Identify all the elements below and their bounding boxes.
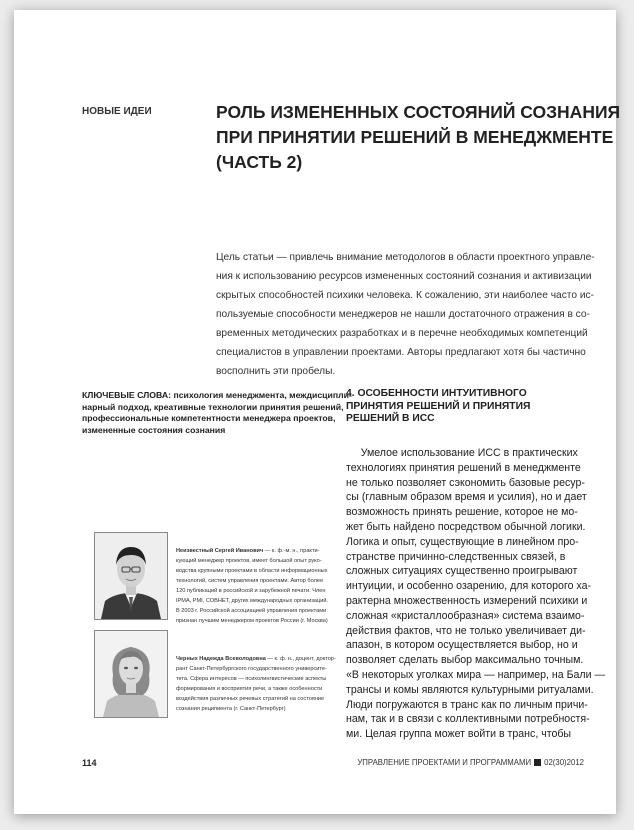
abstract-line: пользуемые способности менеджеров не нашли достаточного отражения в со- <box>216 309 590 320</box>
body-line: не только позволяет сэкономить базовые ресур- <box>346 476 585 489</box>
title-line: ПРИ ПРИНЯТИИ РЕШЕНИЙ В МЕНЕДЖМЕНТЕ <box>216 127 614 147</box>
abstract-line: временных методических разработках и в перечне необходимых компетенций <box>216 328 588 339</box>
journal-name: УПРАВЛЕНИЕ ПРОЕКТАМИ И ПРОГРАММАМИ <box>357 758 532 767</box>
author2-bio-line: рант Санкт-Петербургского государственного университе- <box>176 666 327 672</box>
author1-bio-line: водства крупными проектами в области информационных <box>176 568 328 574</box>
journal-page <box>14 10 621 814</box>
section-heading-line: РЕШЕНИЙ В ИСС <box>346 413 435 424</box>
author1-bio-line: кующий менеджер проектов, имеет большой опыт руко- <box>176 558 322 564</box>
section-heading <box>346 388 596 426</box>
body-line: «В некоторых уголках мира — например, на Бали — <box>346 668 606 681</box>
keywords-line: профессиональные компетентности менеджера проектов, <box>82 413 336 423</box>
abstract-line: ния к использованию ресурсов измененных состояний сознания и активизации <box>216 271 592 282</box>
abstract-line: специалистов в управлении проектами. Авторы предлагают хотя бы частично <box>216 347 586 358</box>
body-line: позволяет сделать выбор максимально точным. <box>346 654 584 667</box>
author1-bio-line: IPMA, PMI, СОВНЕТ, других международных организаций. <box>176 598 329 604</box>
author1-bio-line: В 2003 г. Российской ассоциацией управления проектами <box>176 608 327 614</box>
author1-bio <box>176 546 351 626</box>
journal-issue: 02(30)2012 <box>544 758 584 767</box>
keywords-line: измененные состояния сознания <box>82 424 226 435</box>
body-line: технологиях принятия решений в менеджменте <box>346 461 581 474</box>
keywords-line: КЛЮЧЕВЫЕ СЛОВА: психология менеджмента, междисципли- <box>82 390 352 400</box>
body-line: Люди погружаются в транс как по личным причи- <box>346 698 588 711</box>
author1-bio-line: признан лучшим менеджером проектов России (г. Москва) <box>176 618 328 624</box>
author1-bio-line: 120 публикаций в российской и зарубежной печати. Член <box>176 588 326 594</box>
author2-bio-line: формирования и восприятия речи, а также особенности <box>176 686 323 692</box>
body-line: сложная «кристаллообразная» система взаимо- <box>346 609 585 622</box>
keywords <box>82 390 352 436</box>
section-label: НОВЫЕ ИДЕИ <box>82 106 152 117</box>
abstract-line: восполнить эти пробелы. <box>216 366 336 377</box>
author-photo-male <box>94 532 168 620</box>
section-heading-line: 4. ОСОБЕННОСТИ ИНТУИТИВНОГО <box>346 388 527 399</box>
author2-bio-line: сознания реципиента (г. Санкт-Петербург) <box>176 706 286 712</box>
section-heading-line: ПРИНЯТИЯ РЕШЕНИЙ И ПРИНЯТИЯ <box>346 400 531 412</box>
author2-name: Черных Надежда Всеволодовна <box>176 656 266 662</box>
author1-name: Неизвестный Сергей Иванович <box>176 548 264 554</box>
author1-bio-first: — к. ф.-м. н., практи- <box>263 548 320 554</box>
body-line: апазон, в котором осуществляется выбор, но и <box>346 639 578 652</box>
author2-bio-line: воздействия различных речевых стратегий на состояние <box>176 696 325 702</box>
body-line: ми. Целая группа может войти в транс, чтобы <box>346 728 572 741</box>
title-line: (ЧАСТЬ 2) <box>216 152 303 172</box>
body-line: трансы и комы являются культурными ритуалами. <box>346 683 594 696</box>
body-line: действия фактов, что не только увеличивает ди- <box>346 624 586 637</box>
author2-bio <box>176 654 351 714</box>
author-photo-female <box>94 630 168 718</box>
body-text <box>346 446 606 742</box>
author2-bio-first: — к. ф. н., доцент, доктор- <box>265 656 336 662</box>
body-line: странстве причинно-следственных связей, в <box>346 550 566 563</box>
title-line: РОЛЬ ИЗМЕНЕННЫХ СОСТОЯНИЙ СОЗНАНИЯ <box>216 102 621 122</box>
body-line: жет быть найдено посредством обычной логики. <box>346 520 586 533</box>
abstract <box>216 248 600 381</box>
article-title <box>216 100 621 175</box>
author2-bio-line: тета. Сфера интересов — психолингвистические аспекты <box>176 676 327 682</box>
body-line: сложных ситуациях существенно проигрывают <box>346 565 578 578</box>
body-line: сы (главным образом время и усилия), но и дает <box>346 491 587 504</box>
body-line: Умелое использование ИСС в практических <box>346 447 578 459</box>
keywords-line: нарный подход, креативные технологии принятия решений, <box>82 401 344 412</box>
body-line: Логика и опыт, существующие в линейном про- <box>346 535 579 548</box>
body-line: нам, так и в связи с коллективными потребностя- <box>346 713 590 726</box>
body-line: интуиции, и особенно озарению, для которого ха- <box>346 580 592 593</box>
square-bullet-icon <box>534 759 541 766</box>
journal-footer <box>357 758 584 767</box>
abstract-line: скрытых способностей психики человека. К сожалению, эти наиболее часто ис- <box>216 290 595 301</box>
body-line: рактерна множественность измерений психики и <box>346 594 588 607</box>
abstract-line: Цель статьи — привлечь внимание методологов в области проектного управле- <box>216 252 595 263</box>
author1-bio-line: технологий, систем управления проектами. Автор более <box>176 578 324 584</box>
page-number: 114 <box>82 758 97 768</box>
body-line: возможность принять решение, которое не мо- <box>346 506 578 519</box>
